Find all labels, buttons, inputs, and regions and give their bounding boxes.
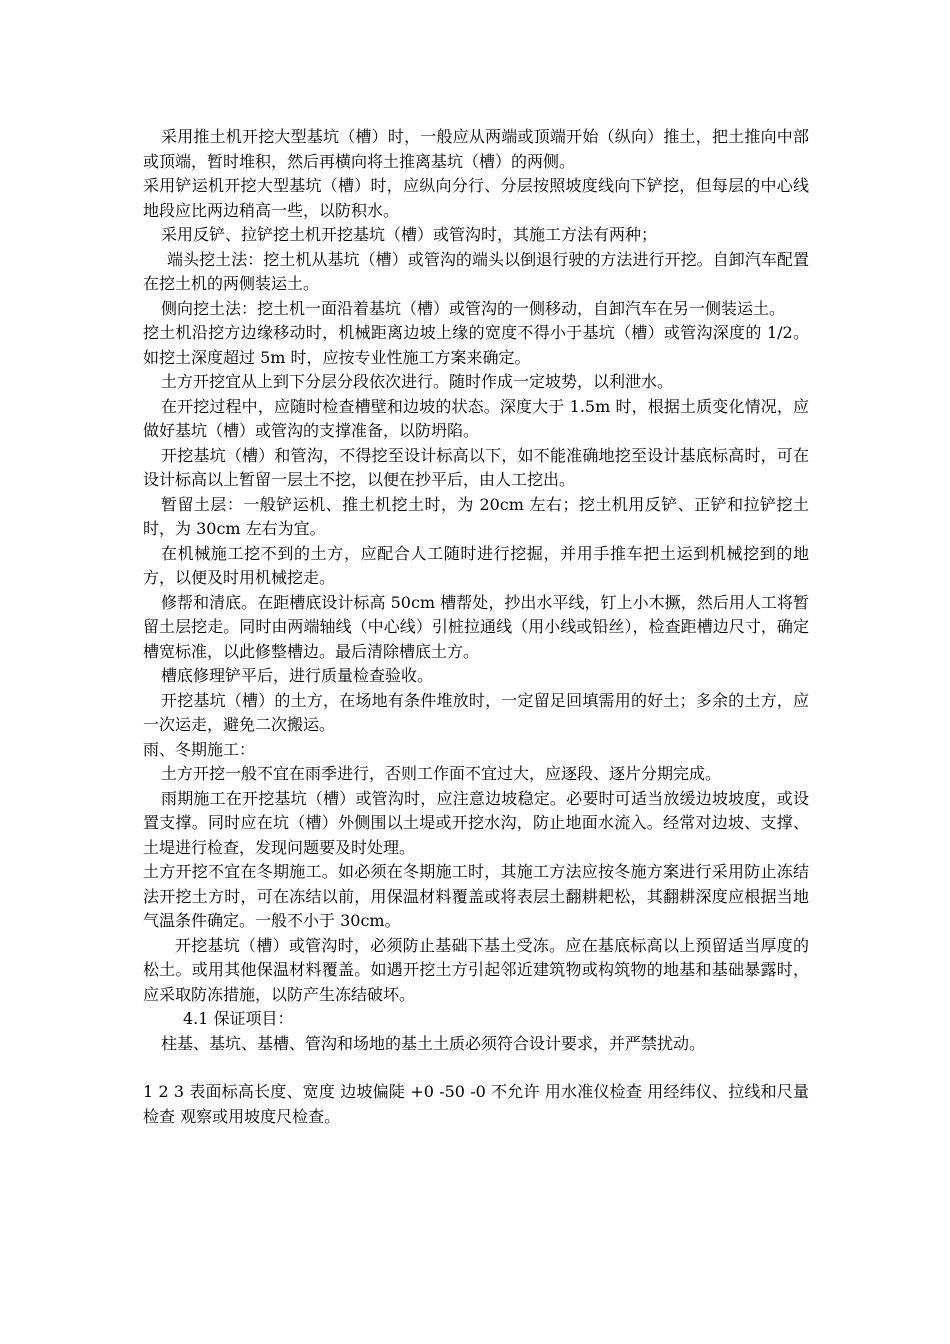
document-body [143, 125, 809, 1129]
paragraph-rainy-construction: 雨期施工在开挖基坑（槽）或管沟时，应注意边坡稳定。必要时可适当放缓边坡坡度，或设置支撑。同时应在坑（槽）外侧围以土堤或开挖水沟，防止地面水流入。经常对边坡、支撑、土堤进行检查，发现问题要及时处理。 [143, 788, 809, 857]
paragraph-backhoe: 采用反铲、拉铲挖土机开挖基坑（槽）或管沟时，其施工方法有两种； [161, 225, 658, 244]
paragraph-quality-check: 槽底修理铲平后，进行质量检查验收。 [161, 666, 434, 685]
paragraph-end-excavation: 端头挖土法：挖土机从基坑（槽）或管沟的端头以倒退行驶的方法进行开挖。自卸汽车配置在挖土机的两侧装运土。 [143, 249, 809, 293]
paragraph-rainy-season: 土方开挖一般不宜在雨季进行，否则工作面不宜过大，应逐段、逐片分期完成。 [161, 764, 722, 783]
paragraph-inspection: 在开挖过程中，应随时检查槽壁和边坡的状态。深度大于 1.5m 时，根据土质变化情况，应做好基坑（槽）或管沟的支撑准备，以防坍陷。 [143, 396, 809, 440]
section-heading-guarantee: 4.1 保证项目： [183, 1009, 294, 1028]
paragraph-excavator-edge: 挖土机沿挖方边缘移动时，机械距离边坡上缘的宽度不得小于基坑（槽）或管沟深度的 1/2。如挖土深度超过 5m 时，应按专业性施工方案来确定。 [143, 323, 809, 367]
paragraph-layered-excavation: 土方开挖宜从上到下分层分段依次进行。随时作成一定坡势，以利泄水。 [161, 372, 674, 391]
section-heading-rain-winter: 雨、冬期施工： [143, 739, 256, 759]
paragraph-bulldozer: 采用推土机开挖大型基坑（槽）时，一般应从两端或顶端开始（纵向）推土，把土推向中部或顶端，暂时堆积，然后再横向将土推离基坑（槽）的两侧。 [143, 127, 809, 171]
blank-line [143, 1056, 809, 1080]
paragraph-reserved-layer: 暂留土层：一般铲运机、推土机挖土时，为 20cm 左右；挖土机用反铲、正铲和拉铲挖土时，为 30cm 左右为宜。 [143, 494, 809, 538]
paragraph-spoil-handling: 开挖基坑（槽）的土方，在场地有条件堆放时，一定留足回填需用的好土；多余的土方，应一次运走，避免二次搬运。 [143, 690, 809, 734]
paragraph-winter-construction: 土方开挖不宜在冬期施工。如必须在冬期施工时，其施工方法应按冬施方案进行采用防止冻结法开挖土方时，可在冻结以前，用保温材料覆盖或将表层土翻耕耙松，其翻耕深度应根据当地气温条件确定。一般不小于 30cm。 [143, 862, 809, 930]
paragraph-frost-protection: 开挖基坑（槽）或管沟时，必须防止基础下基土受冻。应在基底标高以上预留适当厚度的松土。或用其他保温材料覆盖。如遇开挖土方引起邻近建筑物或构筑物的地基和基础暴露时，应采取防冻措施，以防产生冻结破坏。 [143, 935, 809, 1004]
paragraph-design-elevation: 开挖基坑（槽）和管沟，不得挖至设计标高以下，如不能准确地挖至设计基底标高时，可在设计标高以上暂留一层土不挖，以便在抄平后，由人工挖出。 [143, 445, 809, 489]
paragraph-side-excavation: 侧向挖土法：挖土机一面沿着基坑（槽）或管沟的一侧移动，自卸汽车在另一侧装运土。 [161, 298, 786, 318]
paragraph-tolerance-items: 1 2 3 表面标高长度、宽度 边坡偏陡 +0 -50 -0 不允许 用水准仪检查 用经纬仪、拉线和尺量检查 观察或用坡度尺检查。 [143, 1082, 809, 1126]
paragraph-scraper: 采用铲运机开挖大型基坑（槽）时，应纵向分行、分层按照坡度线向下铲挖，但每层的中心线地段应比两边稍高一些，以防积水。 [143, 176, 809, 220]
paragraph-trimming: 修帮和清底。在距槽底设计标高 50cm 槽帮处，抄出水平线，钉上小木撅，然后用人工将暂留土层挖走。同时由两端轴线（中心线）引桩拉通线（用小线或铅丝），检查距槽边尺寸，确定槽宽标准，以此修整槽边。最后清除槽底土方。 [143, 592, 809, 661]
paragraph-soil-requirement: 柱基、基坑、基槽、管沟和场地的基土土质必须符合设计要求，并严禁扰动。 [161, 1033, 706, 1053]
paragraph-manual-excavation: 在机械施工挖不到的土方，应配合人工随时进行挖掘，并用手推车把土运到机械挖到的地方，以便及时用机械挖走。 [143, 543, 809, 587]
